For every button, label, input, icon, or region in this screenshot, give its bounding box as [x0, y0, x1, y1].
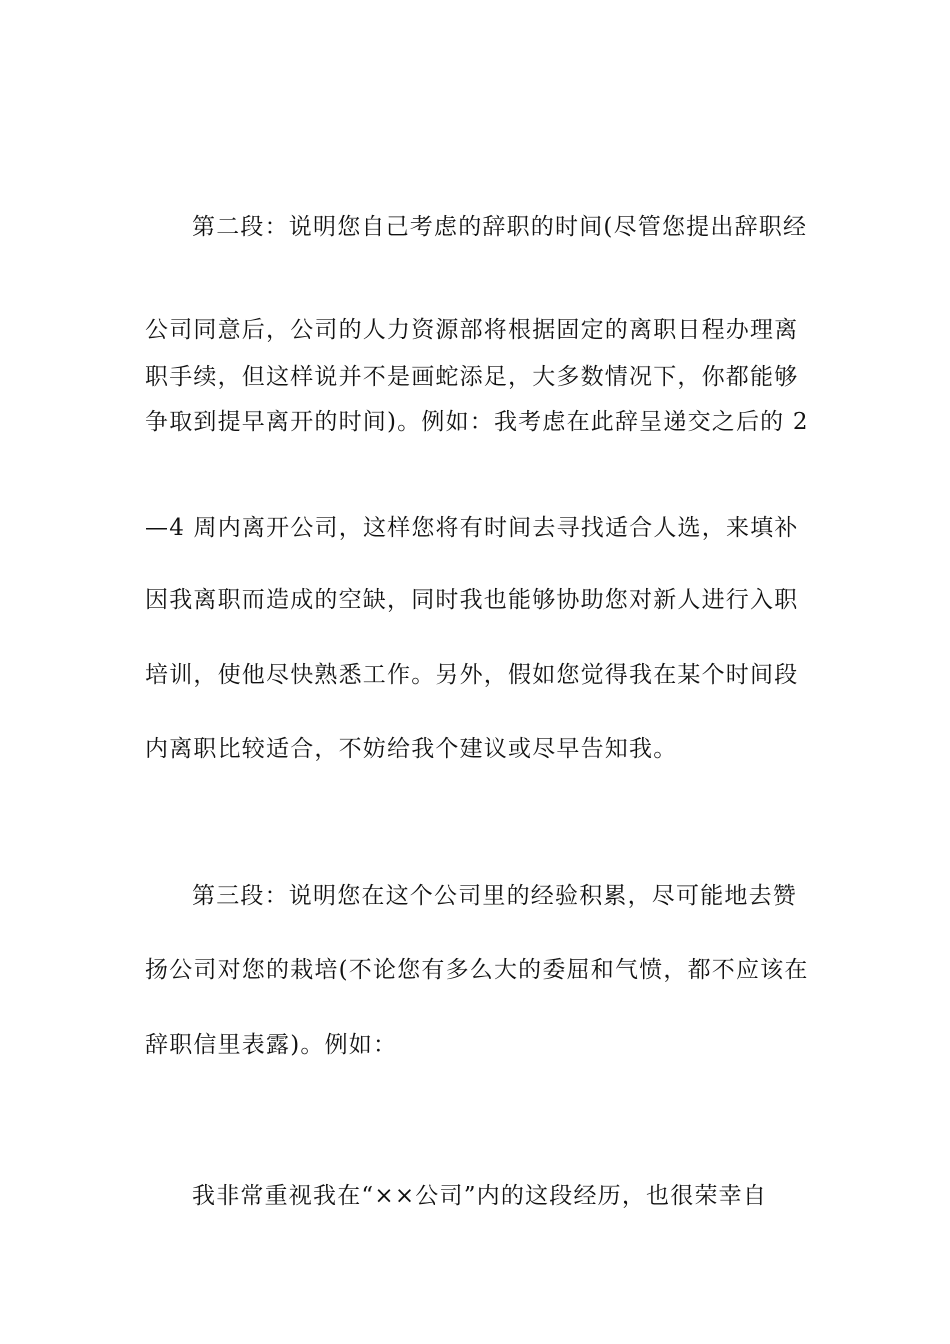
paragraph-2-line-8: 内离职比较适合，不妨给我个建议或尽早告知我。 [145, 736, 678, 762]
paragraph-3-line-3: 辞职信里表露)。例如： [145, 1032, 398, 1058]
paragraph-2-line-6: 因我离职而造成的空缺，同时我也能够协助您对新人进行入职 [145, 587, 799, 613]
paragraph-2-line-2: 公司同意后，公司的人力资源部将根据固定的离职日程办理离 [145, 317, 799, 343]
paragraph-4-line-1: 我非常重视我在“××公司”内的这段经历，也很荣幸自 [192, 1183, 768, 1209]
paragraph-2-line-5: —4 周内离开公司，这样您将有时间去寻找适合人选，来填补 [145, 515, 799, 541]
paragraph-2-line-3: 职手续，但这样说并不是画蛇添足，大多数情况下，你都能够 [145, 364, 799, 390]
paragraph-2-line-7: 培训，使他尽快熟悉工作。另外，假如您觉得我在某个时间段 [145, 662, 799, 688]
paragraph-2-line-1: 第二段：说明您自己考虑的辞职的时间(尽管您提出辞职经 [192, 214, 808, 240]
paragraph-2-line-4: 争取到提早离开的时间)。例如：我考虑在此辞呈递交之后的 2 [145, 409, 809, 435]
paragraph-3-line-1: 第三段：说明您在这个公司里的经验积累，尽可能地去赞 [192, 883, 797, 909]
paragraph-3-line-2: 扬公司对您的栽培(不论您有多么大的委屈和气愤，都不应该在 [145, 957, 809, 983]
